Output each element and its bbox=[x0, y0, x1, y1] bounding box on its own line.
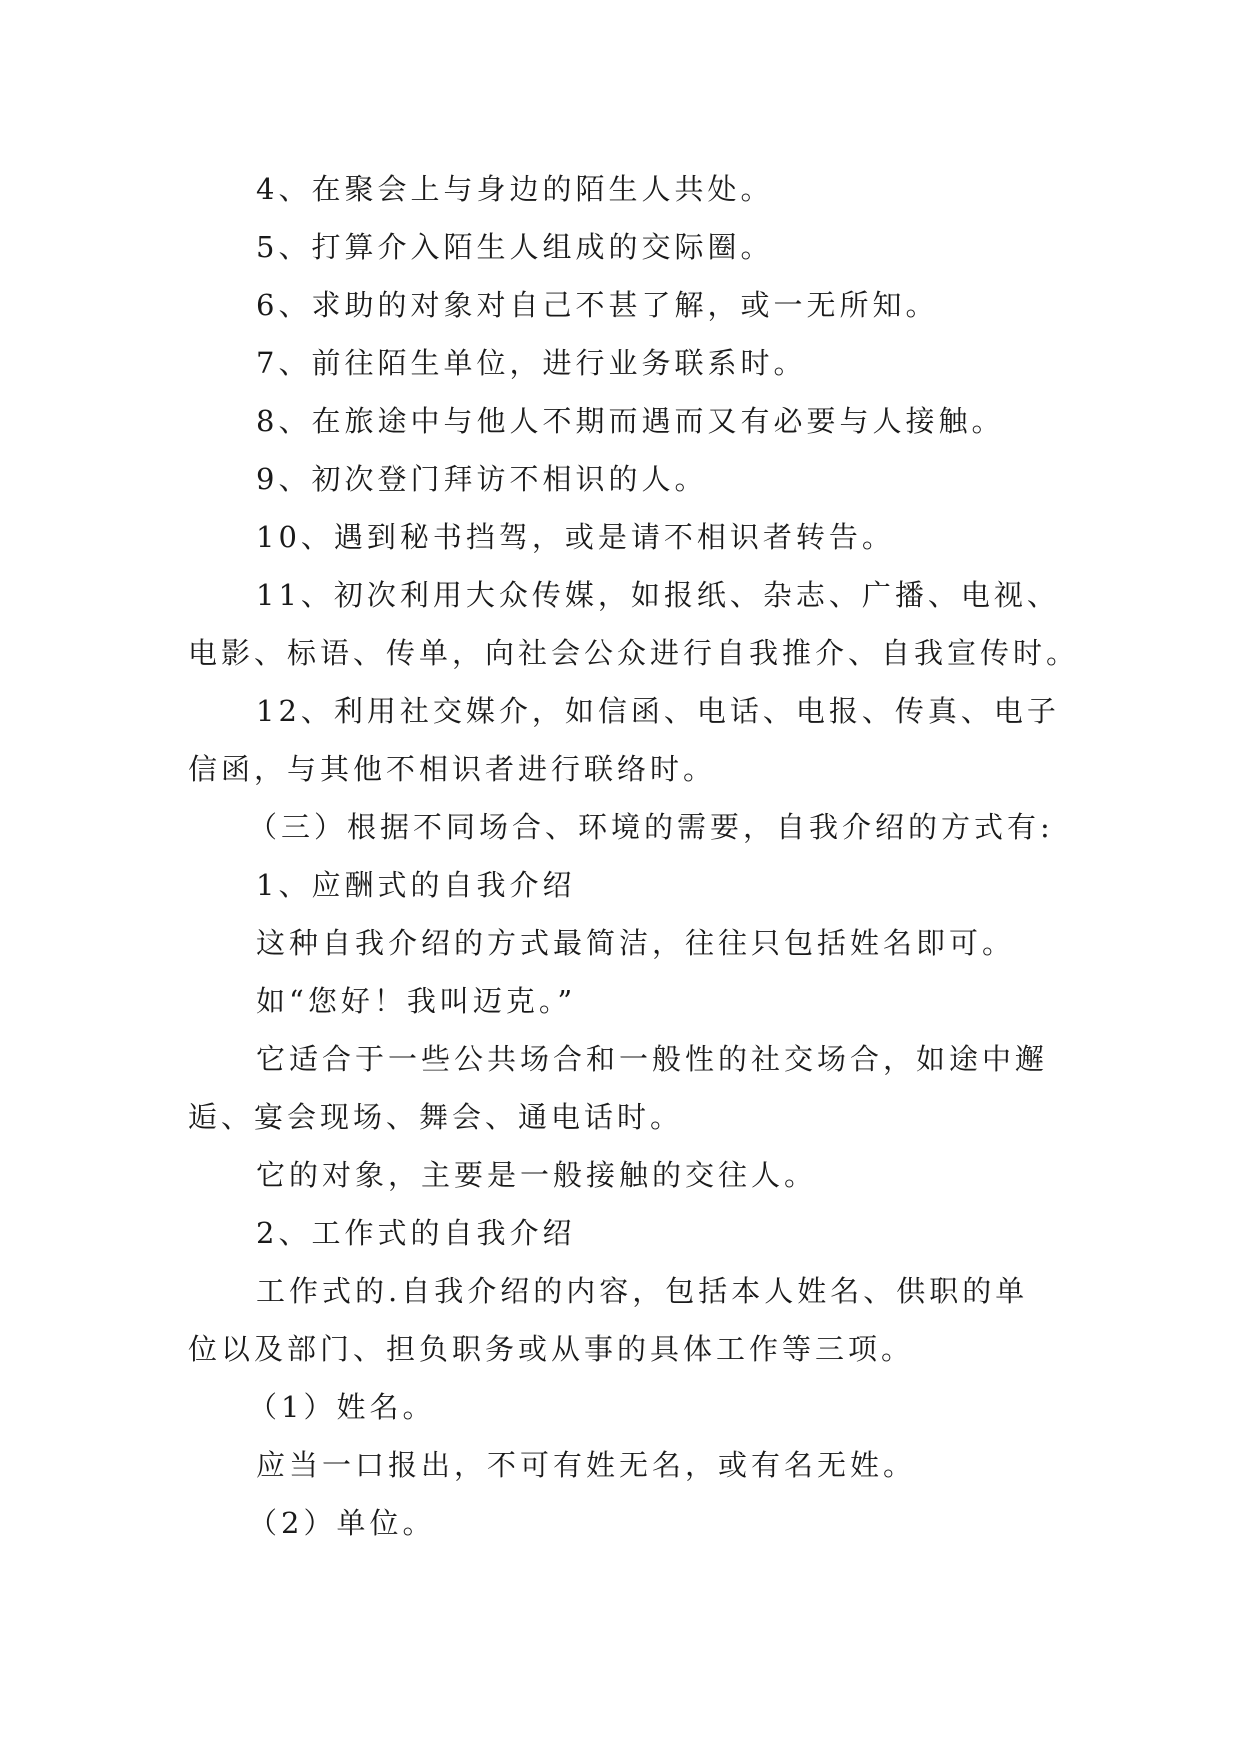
item-heading: （2）单位。 bbox=[248, 1506, 436, 1540]
paragraph-line: 如“您好！我叫迈克。” bbox=[256, 984, 577, 1018]
paragraph-line: 9、初次登门拜访不相识的人。 bbox=[256, 462, 708, 496]
paragraph-line: 10、遇到秘书挡驾，或是请不相识者转告。 bbox=[256, 520, 895, 554]
paragraph-line: 它的对象，主要是一般接触的交往人。 bbox=[256, 1158, 818, 1192]
paragraph-line: 逅、宴会现场、舞会、通电话时。 bbox=[188, 1100, 684, 1134]
paragraph-line: 这种自我介绍的方式最简洁，往往只包括姓名即可。 bbox=[256, 926, 1016, 960]
subsection-heading: 1、应酬式的自我介绍 bbox=[256, 868, 576, 902]
paragraph-line: 它适合于一些公共场合和一般性的社交场合，如途中邂 bbox=[256, 1042, 1049, 1076]
paragraph-line: 12、利用社交媒介，如信函、电话、电报、传真、电子 bbox=[256, 694, 1060, 728]
paragraph-line: 11、初次利用大众传媒，如报纸、杂志、广播、电视、 bbox=[256, 578, 1060, 612]
paragraph-line: 应当一口报出，不可有姓无名，或有名无姓。 bbox=[256, 1448, 917, 1482]
paragraph-line: 5、打算介入陌生人组成的交际圈。 bbox=[256, 230, 774, 264]
paragraph-line: 6、求助的对象对自己不甚了解，或一无所知。 bbox=[256, 288, 939, 322]
paragraph-line: 8、在旅途中与他人不期而遇而又有必要与人接触。 bbox=[256, 404, 1005, 438]
paragraph-line: 7、前往陌生单位，进行业务联系时。 bbox=[256, 346, 807, 380]
paragraph-line: 信函，与其他不相识者进行联络时。 bbox=[188, 752, 717, 786]
item-heading: （1）姓名。 bbox=[248, 1390, 436, 1424]
subsection-heading: 2、工作式的自我介绍 bbox=[256, 1216, 576, 1250]
paragraph-line: 位以及部门、担负职务或从事的具体工作等三项。 bbox=[188, 1332, 915, 1366]
paragraph-line: 工作式的.自我介绍的内容，包括本人姓名、供职的单 bbox=[256, 1274, 1029, 1308]
section-heading: （三）根据不同场合、环境的需要，自我介绍的方式有: bbox=[248, 810, 1054, 844]
document-body bbox=[188, 160, 1080, 1552]
paragraph-line: 4、在聚会上与身边的陌生人共处。 bbox=[256, 172, 774, 206]
paragraph-line: 电影、标语、传单，向社会公众进行自我推介、自我宣传时。 bbox=[188, 636, 1080, 670]
